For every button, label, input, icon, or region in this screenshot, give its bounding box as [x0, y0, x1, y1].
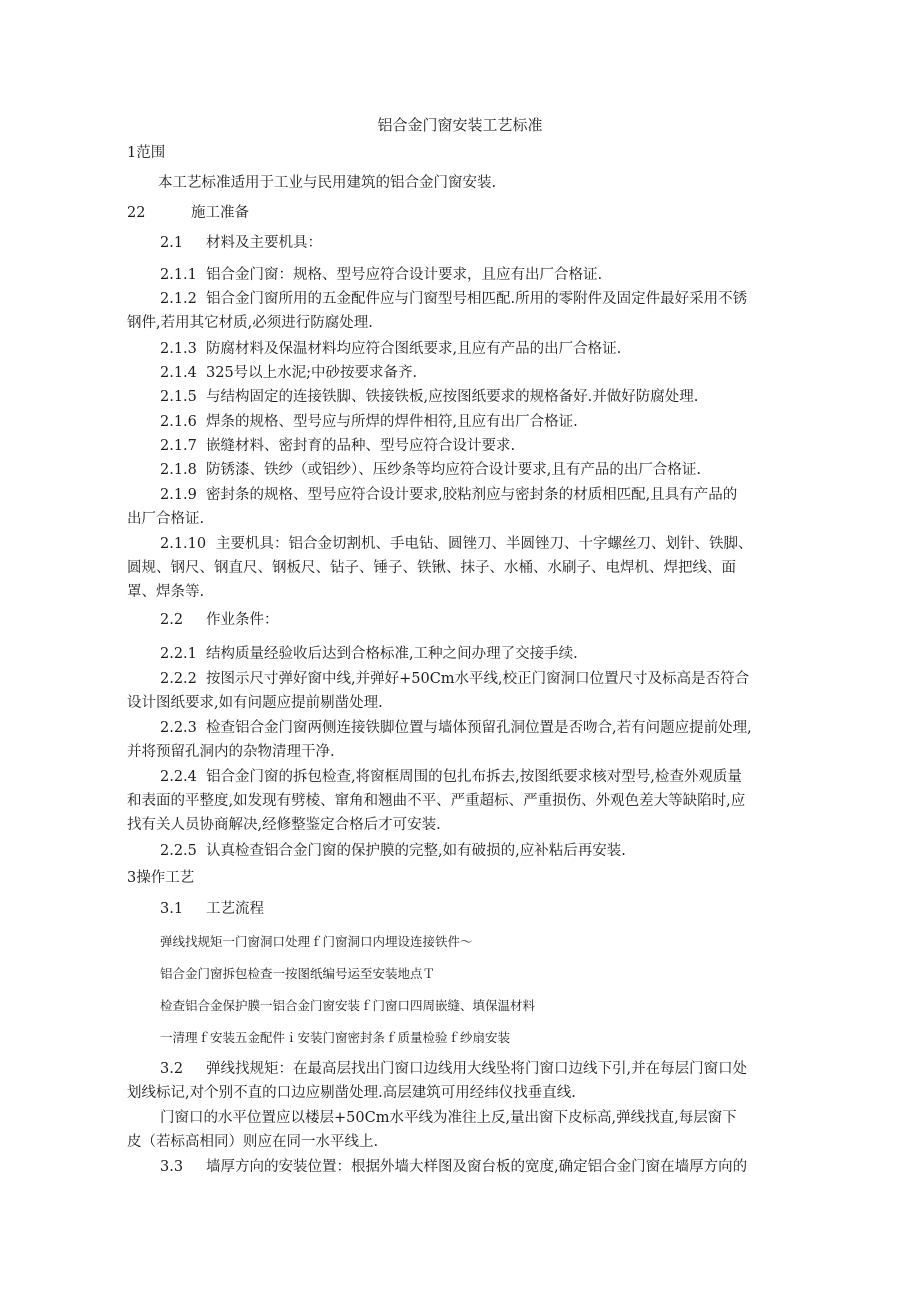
- item-number: 2.2.5: [160, 843, 197, 859]
- item-number: 3.1: [160, 901, 184, 917]
- item-2-2: [160, 609, 279, 631]
- item-text: 作业条件：: [206, 612, 279, 628]
- item-number: 2.1.5: [160, 389, 197, 405]
- item-2-1-5: [160, 386, 698, 408]
- item-number: 2.1.6: [160, 414, 197, 430]
- item-2-1-9: [160, 484, 737, 506]
- flow-line-1: 弹线找规矩一门窗洞口处理ｆ门窗洞口内埋设连接铁件～: [160, 934, 473, 949]
- item-number: 2.2.2: [160, 671, 197, 687]
- paragraph-level: 门窗口的水平位置应以楼层+50Cm水平线为准往上反,量出窗下皮标高,弹线找直,每层窗下: [160, 1110, 737, 1126]
- item-text: 铝合金门窗：规格、型号应符合设计要求，且应有出厂合格证.: [206, 267, 603, 283]
- item-3-2-cont: 划线标记,对个别不直的口边应剔凿处理.高层建筑可用经纬仪找垂直线.: [127, 1085, 576, 1101]
- item-number: 2.1.10: [160, 536, 207, 552]
- item-text: 325号以上水泥;中砂按要求备齐.: [206, 365, 418, 381]
- flow-line-3: 检查铝合金保护膜一铝合金门窗安装ｆ门窗口四周嵌缝、填保温材料: [160, 998, 536, 1013]
- document-title: 铝合金门窗安装工艺标准: [377, 116, 543, 134]
- item-2-1-4: [160, 362, 417, 384]
- item-3-1: [160, 898, 264, 920]
- item-text: 焊条的规格、型号应与所焊的焊件相符,且应有出厂合格证.: [206, 414, 578, 430]
- item-2-2-1: [160, 643, 578, 665]
- item-text: 墙厚方向的安装位置：根据外墙大样图及窗台板的宽度,确定铝合金门窗在墙厚方向的: [206, 1159, 748, 1175]
- item-text: 弹线找规矩：在最高层找出门窗口边线用大线坠将门窗口边线下引,并在每层门窗口处: [206, 1061, 748, 1077]
- item-text: 工艺流程: [206, 901, 264, 917]
- item-3-2: [160, 1058, 747, 1080]
- item-text: 防腐材料及保温材料均应符合图纸要求,且应有产品的出厂合格证.: [206, 341, 622, 357]
- item-2-2-3-cont: 并将预留孔洞内的杂物清理干净.: [127, 744, 335, 760]
- item-2-2-2-cont: 设计图纸要求,如有问题应提前剔凿处理.: [127, 695, 383, 711]
- item-number: 2.2.3: [160, 720, 197, 736]
- flow-line-4: 一清理ｆ安装五金配件ｉ安装门窗密封条ｆ质量检验ｆ纱扇安装: [160, 1030, 511, 1045]
- item-2-2-4-cont-2: 找有关人员协商解决,经修整鉴定合格后才可安装.: [127, 817, 441, 833]
- item-2-1-10-cont-2: 罩、焊条等.: [127, 584, 205, 600]
- section-1-text: 本工艺标准适用于工业与民用建筑的铝合金门窗安装.: [158, 175, 497, 191]
- item-text: 防锈漆、铁纱（或铝纱）、压纱条等均应符合设计要求,且有产品的出厂合格证.: [206, 462, 701, 478]
- item-text: 结构质量经验收后达到合格标准,工种之间办理了交接手续.: [206, 646, 578, 662]
- item-text: 嵌缝材料、密封育的品种、型号应符合设计要求.: [206, 438, 516, 454]
- item-text: 铝合金门窗所用的五金配件应与门窗型号相匹配.所用的零附件及固定件最好采用不锈: [206, 291, 748, 307]
- item-2-2-4: [160, 766, 742, 788]
- section-1-heading: 1范围: [127, 145, 166, 161]
- item-text: 检查铝合金门窗两侧连接铁脚位置与墙体预留孔洞位置是否吻合,若有问题应提前处理,: [206, 720, 752, 736]
- item-number: 2.1.9: [160, 487, 197, 503]
- item-text: 认真检查铝合金门窗的保护膜的完整,如有破损的,应补粘后再安装.: [206, 843, 626, 859]
- item-2-1-2: [160, 288, 747, 310]
- section-2-number: 22: [127, 205, 146, 221]
- item-2-1-9-cont: 出厂合格证.: [127, 511, 205, 527]
- item-2-1-2-cont: 钢件,若用其它材质,必须进行防腐处理.: [127, 315, 373, 331]
- item-3-3: [160, 1156, 747, 1178]
- section-2-heading: [127, 202, 249, 224]
- item-number: 2.1.8: [160, 462, 197, 478]
- section-3-heading: 3操作工艺: [127, 870, 195, 886]
- item-2-1-10-cont-1: 圆规、钢尺、钢直尺、钢板尺、钻子、锤子、铁锹、抹子、水桶、水刷子、电焊机、焊把线、面: [127, 560, 736, 576]
- item-2-2-5: [160, 840, 626, 862]
- paragraph-level-cont: 皮（若标高相同）则应在同一水平线上.: [127, 1134, 379, 1150]
- item-2-2-2: [160, 668, 749, 690]
- item-2-1-8: [160, 459, 701, 481]
- item-text: 材料及主要机具：: [206, 235, 322, 251]
- item-2-2-4-cont-1: 和表面的平整度,如发现有劈棱、窜角和翘曲不平、严重超标、严重损伤、外观色差大等缺陷时,应: [127, 793, 746, 809]
- flow-line-2: 铝合金门窗拆包检查一按图纸编号运至安装地点Ｔ: [160, 966, 436, 981]
- item-number: 2.1.1: [160, 267, 197, 283]
- item-text: 铝合金门窗的拆包检查,将窗框周围的包扎布拆去,按图纸要求核对型号,检查外观质量: [206, 769, 742, 785]
- item-number: 2.1.7: [160, 438, 197, 454]
- item-2-2-3: [160, 717, 752, 739]
- item-number: 3.2: [160, 1061, 184, 1077]
- item-number: 2.2.1: [160, 646, 197, 662]
- item-text: 主要机具：铝合金切割机、手电钻、圆锉刀、半圆锉刀、十字螺丝刀、划针、铁脚、: [216, 536, 753, 552]
- item-number: 2.1: [160, 235, 184, 251]
- item-number: 2.1.4: [160, 365, 197, 381]
- item-2-1-7: [160, 435, 515, 457]
- item-text: 按图示尺寸弹好窗中线,并弹好+50Cm水平线,校正门窗洞口位置尺寸及标高是否符合: [206, 671, 750, 687]
- item-2-1-1: [160, 264, 602, 286]
- item-number: 3.3: [160, 1159, 184, 1175]
- item-number: 2.2.4: [160, 769, 197, 785]
- item-number: 2.2: [160, 612, 184, 628]
- item-2-1-6: [160, 411, 578, 433]
- item-number: 2.1.2: [160, 291, 197, 307]
- item-number: 2.1.3: [160, 341, 197, 357]
- item-2-1: [160, 232, 322, 254]
- section-2-title: 施工准备: [191, 205, 249, 221]
- item-2-1-10: [160, 533, 753, 555]
- item-text: 密封条的规格、型号应符合设计要求,胶粘剂应与密封条的材质相匹配,且具有产品的: [206, 487, 738, 503]
- item-2-1-3: [160, 338, 621, 360]
- item-text: 与结构固定的连接铁脚、铁接铁板,应按图纸要求的规格备好.并做好防腐处理.: [206, 389, 699, 405]
